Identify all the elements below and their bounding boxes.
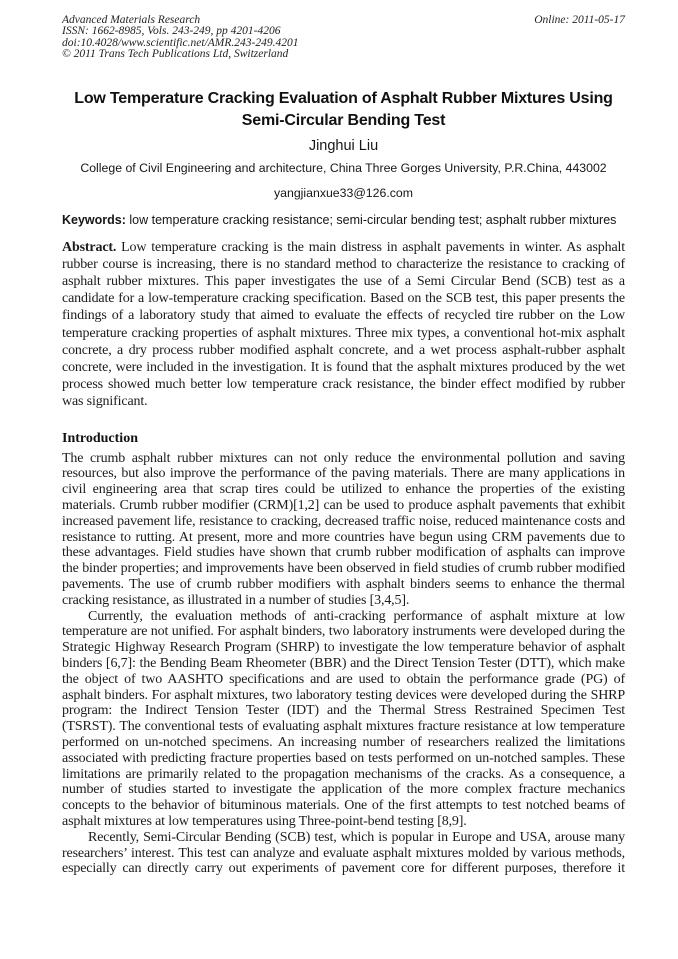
- issn-line: ISSN: 1662-8985, Vols. 243-249, pp 4201-4206: [62, 25, 281, 38]
- paper-title-line-1: Low Temperature Cracking Evaluation of Asphalt Rubber Mixtures Using: [74, 89, 613, 107]
- paper-title: [62, 88, 625, 132]
- publication-info: [62, 15, 298, 61]
- section-heading-introduction: Introduction: [62, 430, 138, 446]
- doi-line: doi:10.4028/www.scientific.net/AMR.243-249.4201: [62, 36, 299, 49]
- keywords-block: [62, 212, 625, 229]
- publication-header: [62, 15, 625, 61]
- affiliation: College of Civil Engineering and architecture, China Three Gorges University, P.R.China, 443002: [80, 160, 607, 175]
- introduction-paragraph-1: The crumb asphalt rubber mixtures can not only reduce the environmental pollution and saving resources, but also improve the performance of the paving materials. There are many applications in civil engineering area that scrap tires could be utilized to enhance the properties of the existing materials. Crumb rubber modifier (CRM)[1,2] can be used to produce asphalt pavements that exhibit increased pavement life, resistance to cracking, decreased traffic noise, reduced maintenance costs and resistance to rutting. At present, more and more countries have begun using CRM pavements due to these advantages. Field studies have shown that crumb rubber modification of asphalts can improve the binder properties; and improvements have been observed in field studies of crumb rubber modified pavements. The use of crumb rubber modifiers with asphalt binders seems to enhance the thermal cracking resistance, as illustrated in a number of studies [3,4,5].: [62, 450, 625, 608]
- author-name: Jinghui Liu: [308, 137, 379, 154]
- abstract-label: Abstract.: [62, 239, 117, 255]
- keywords-label: Keywords:: [62, 212, 126, 227]
- keywords-text: low temperature cracking resistance; semi-circular bending test; asphalt rubber mixtures: [129, 212, 617, 227]
- journal-name: Advanced Materials Research: [62, 14, 201, 26]
- abstract-text: Low temperature cracking is the main distress in asphalt pavements in winter. As asphalt rubber course is increasing, there is no standard method to characterize the resistance to cracking of asphalt rubber mixtures. This paper investigates the use of a Semi Circular Bend (SCB) test as a candidate for a low-temperature cracking specification. Based on the SCB test, this paper presents the findings of a laboratory study that aimed to evaluate the effects of recycled tire rubber on the Low temperature cracking properties of asphalt mixtures. Three mix types, a conventional hot-mix asphalt concrete, a dry process rubber modified asphalt concrete, and a wet process asphalt-rubber asphalt concrete, were included in the investigation. It is found that the asphalt mixtures produced by the wet process showed much better low temperature crack resistance, the binder effect modified by rubber was significant.: [62, 239, 625, 410]
- paper-title-line-2: Semi-Circular Bending Test: [241, 111, 446, 129]
- introduction-paragraph-2: Currently, the evaluation methods of anti-cracking performance of asphalt mixture at low temperature are not unified. For asphalt binders, two laboratory instruments were developed during the Strategic Highway Research Program (SHRP) to investigate the low temperature behavior of asphalt binders [6,7]: the Bending Beam Rheometer (BBR) and the Direct Tension Tester (DTT), which make the object of two AASHTO specifications and are used to obtain the performance grade (PG) of asphalt binders. For asphalt mixtures, two laboratory testing devices were developed during the SHRP program: the Indirect Tension Tester (IDT) and the Thermal Stress Restrained Specimen Test (TSRST). The conventional tests of evaluating asphalt mixtures fracture resistance at low temperature performed on un-notched specimens. An increasing number of researchers realized the limitations associated with predicting fracture properties based on tests performed on un-notched samples. These limitations are primarily related to the propagation mechanisms of the cracks. As a consequence, a number of studies started to investigate the application of the more complex fracture mechanics concepts to the behavior of bituminous materials. One of the first attempts to test notched beams of asphalt mixtures at low temperatures using Three-point-bend testing [8,9].: [62, 608, 625, 829]
- introduction-paragraph-3: Recently, Semi-Circular Bending (SCB) test, which is popular in Europe and USA, arouse many researchers’ interest. This test can analyze and evaluate asphalt mixtures molded by various methods, especially can directly carry out experiments of pavement core for different purposes, therefore it: [62, 829, 625, 877]
- online-date: Online: 2011-05-17: [534, 14, 625, 26]
- email-address: yangjianxue33@126.com: [274, 185, 413, 200]
- copyright-line: © 2011 Trans Tech Publications Ltd, Switzerland: [62, 48, 289, 61]
- abstract-block: [62, 239, 625, 411]
